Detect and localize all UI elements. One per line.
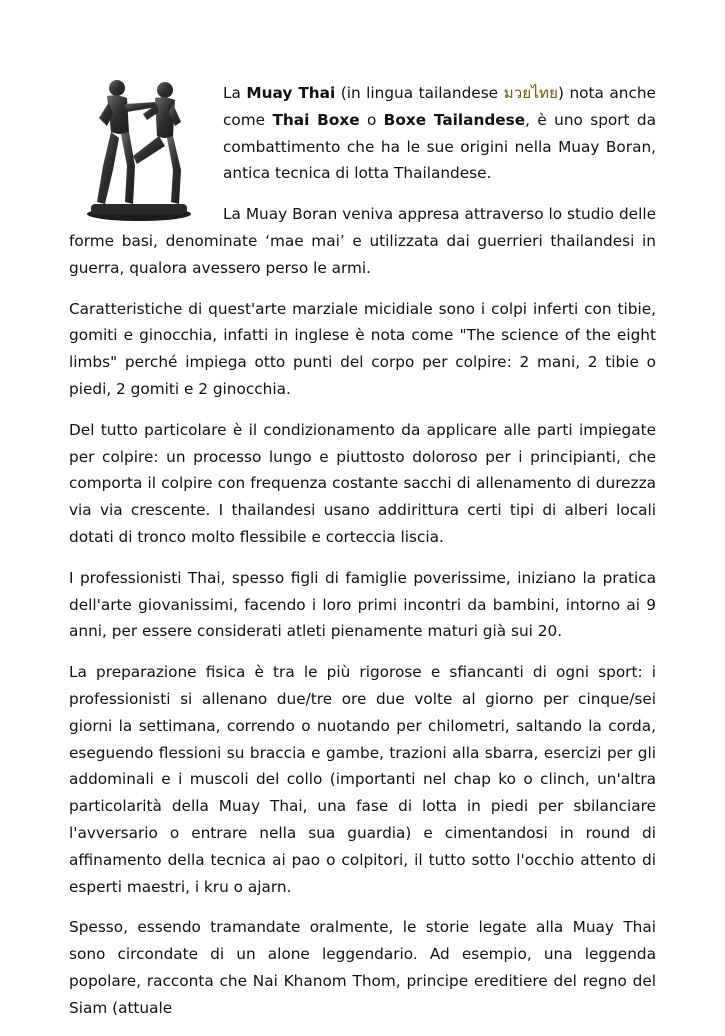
intro-paragraph: La Muay Thai (in lingua tailandese มวยไทย) nota anche come Thai Boxe o Boxe Tailandese, è uno sport da combattimento che ha le sue origini nella Muay Boran, antica tecnica di lotta Thailandese. xyxy=(223,84,656,183)
paragraph-legends: Spesso, essendo tramandate oralmente, le storie legate alla Muay Thai sono circondate di un alone leggendario. Ad esempio, una leggenda popolare, racconta che Nai Khanom Thom, principe ereditiere del regno del Siam (attuale xyxy=(69,918,656,1017)
paragraph-conditioning: Del tutto particolare è il condizionamento da applicare alle parti impiegate per colpire: un processo lungo e piuttosto doloroso per i principianti, che comporta il colpire con frequenza costante sacchi di allenamento di durezza via via crescente. I thailandesi usano addirittura certi tipi di alberi locali dotati di tronco molto flessibile e corteccia liscia. xyxy=(69,420,656,546)
term-thai-boxe: Thai Boxe xyxy=(272,110,360,129)
muay-thai-statue-image xyxy=(77,74,197,219)
paragraph-training: La preparazione fisica è tra le più rigorose e sfiancanti di ogni sport: i professionisti si allenano due/tre ore due volte al giorno per cinque/sei giorni la settimana, correndo o nuotando per chilometri, saltando la corda, eseguendo flessioni su braccia e gambe, trazioni alla sbarra, esercizi per gli addominali e i muscoli del collo (importanti nel chap ko o clinch, un'altra particolarità della Muay Thai, una fase di lotta in piedi per sbilanciare l'avversario o entrare nella sua guardia) e cimentandosi in round di affinamento della tecnica ai pao o colpitori, il tutto sotto l'occhio attento di esperti maestri, i kru o ajarn. xyxy=(69,663,656,896)
muay-thai-statue-icon xyxy=(77,74,197,224)
document-page xyxy=(69,80,656,1036)
paragraph-muay-boran: La Muay Boran veniva appresa attraverso lo studio delle forme basi, denominate ‘mae mai’ e utilizzata dai guerrieri thailandesi in guerra, qualora avessero perso le armi. xyxy=(69,205,656,277)
term-muay-thai: Muay Thai xyxy=(246,84,336,102)
paragraph-characteristics: Caratteristiche di quest'arte marziale micidiale sono i colpi inferti con tibie, gomiti e ginocchia, infatti in inglese è nota come "The science of the eight limbs" perché impiega otto punti del corpo per colpire: 2 mani, 2 tibie o piedi, 2 gomiti e 2 ginocchia. xyxy=(69,299,656,398)
thai-script-term: มวยไทย xyxy=(503,84,558,102)
term-boxe-tailandese: Boxe Tailandese xyxy=(383,110,526,129)
paragraph-professionals: I professionisti Thai, spesso figli di famiglie poverissime, iniziano la pratica dell'arte giovanissimi, facendo i loro primi incontri da bambini, intorno ai 9 anni, per essere considerati atleti pienamente maturi già sui 20. xyxy=(69,568,656,641)
